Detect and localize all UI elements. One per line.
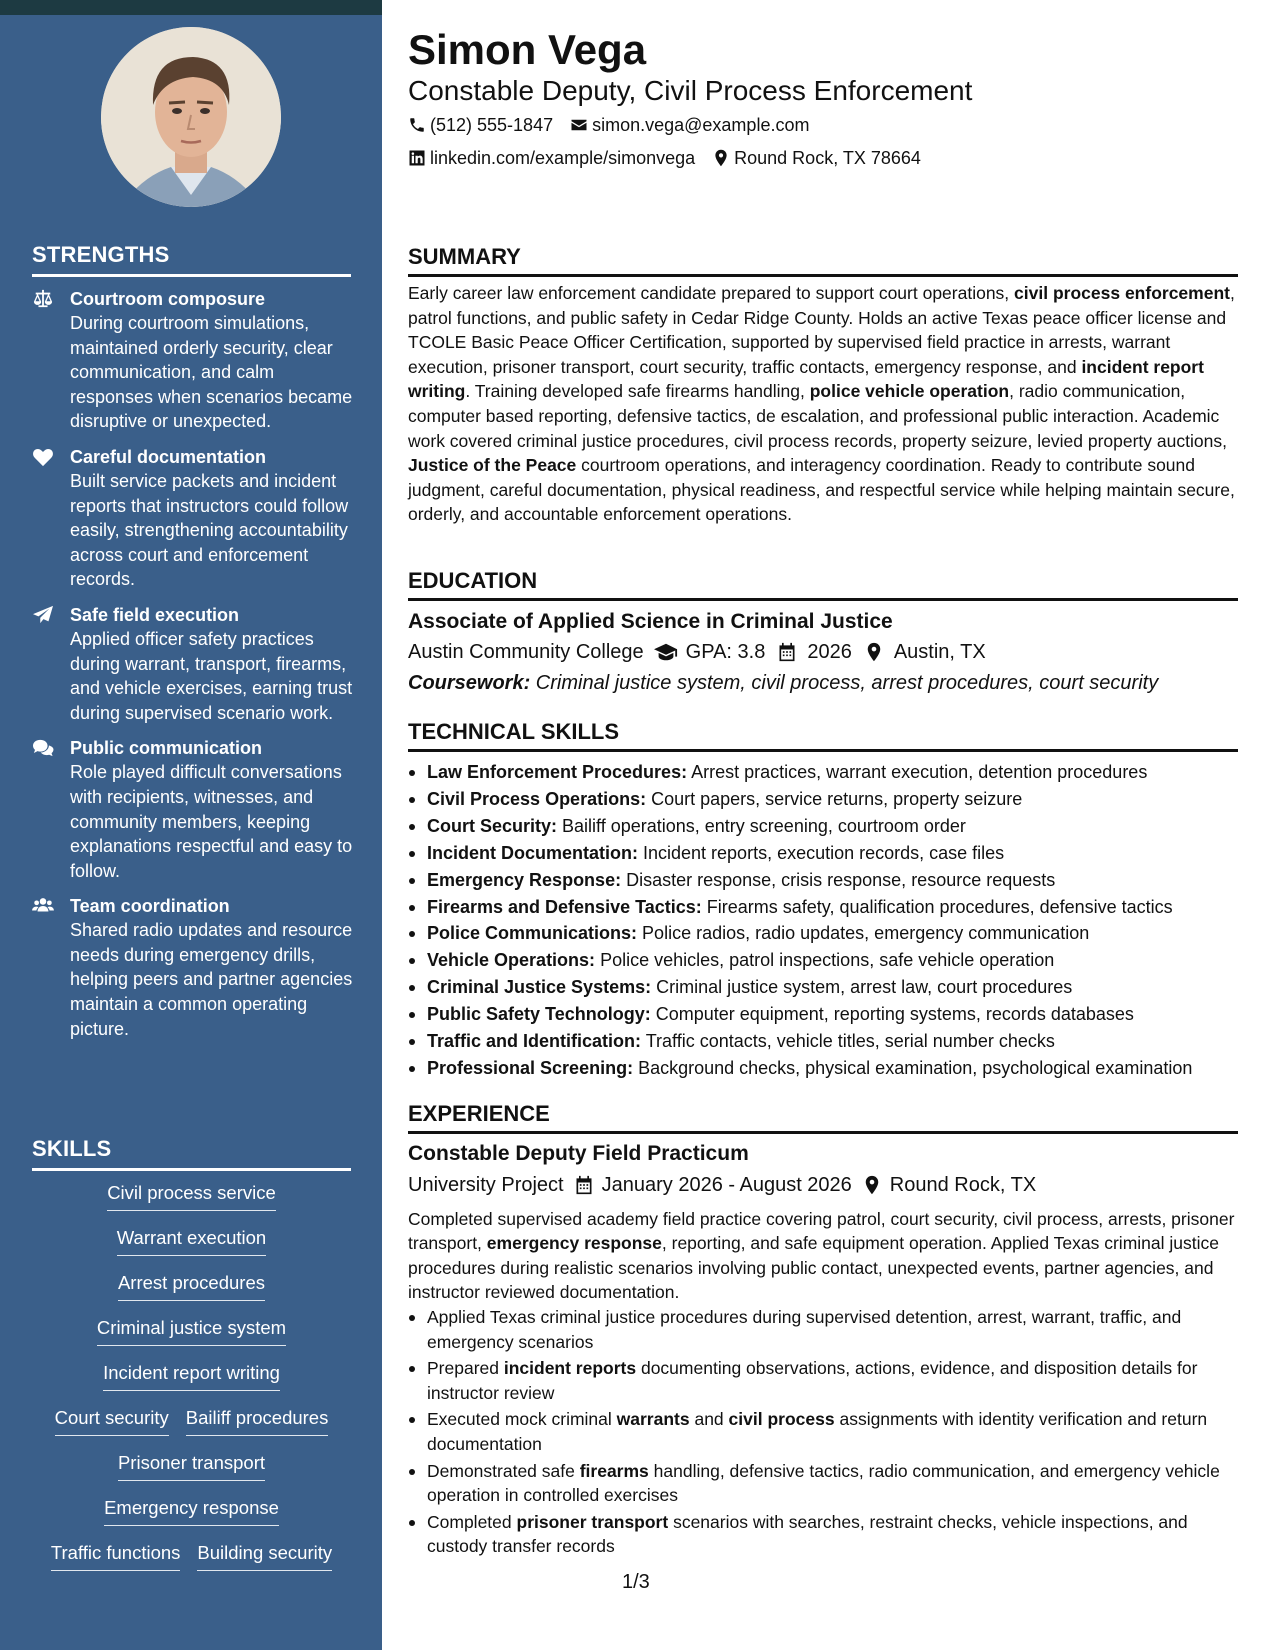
scale-icon xyxy=(32,287,70,434)
gpa: GPA: 3.8 xyxy=(685,641,766,663)
job-dates: January 2026 - August 2026 xyxy=(601,1174,852,1196)
strength-item xyxy=(32,894,357,1041)
list-item: Incident Documentation: Incident reports, execution records, case files xyxy=(408,840,1238,867)
skill-chip: Building security xyxy=(197,1540,332,1571)
location-contact xyxy=(712,146,921,170)
contact-row xyxy=(408,146,921,170)
profile-photo xyxy=(101,27,281,207)
degree-title: Associate of Applied Science in Criminal Justice xyxy=(408,610,893,633)
strength-title: Courtroom composure xyxy=(70,289,266,309)
skill-chip: Warrant execution xyxy=(117,1225,266,1256)
page-number: 1/3 xyxy=(622,1571,650,1593)
map-pin-icon xyxy=(862,642,886,662)
skill-chip: Court security xyxy=(55,1405,169,1436)
contact-row xyxy=(408,113,809,137)
strength-item xyxy=(32,287,357,434)
strength-description: Built service packets and incident reports that instructors could follow easily, strengthening accountability across court and enforcement records. xyxy=(70,470,349,590)
skill-chip: Bailiff procedures xyxy=(186,1405,329,1436)
list-item: Civil Process Operations: Court papers, service returns, property seizure xyxy=(408,786,1238,813)
list-item: Public Safety Technology: Computer equipment, reporting systems, records databases xyxy=(408,1001,1238,1028)
list-item: Firearms and Defensive Tactics: Firearms safety, qualification procedures, defensive tactics xyxy=(408,894,1238,921)
strength-title: Public communication xyxy=(70,738,263,759)
strength-title: Careful documentation xyxy=(70,446,267,467)
skill-chip: Emergency response xyxy=(104,1495,279,1526)
list-item: Demonstrated safe firearms handling, defensive tactics, radio communication, and emergency vehicle operation in controlled exercises xyxy=(408,1459,1238,1508)
list-item: Emergency Response: Disaster response, crisis response, resource requests xyxy=(408,867,1238,894)
school-location: Austin, TX xyxy=(893,641,986,663)
linkedin-icon xyxy=(408,149,426,167)
list-item: Court Security: Bailiff operations, entry screening, courtroom order xyxy=(408,813,1238,840)
envelope-icon xyxy=(570,116,588,134)
list-item: Professional Screening: Background checks, physical examination, psychological examination xyxy=(408,1055,1238,1082)
skill-chip: Civil process service xyxy=(107,1180,276,1211)
phone-icon xyxy=(408,116,426,134)
coursework: Coursework: Criminal justice system, civil process, arrest procedures, court security xyxy=(408,672,1159,694)
strengths-heading: STRENGTHS xyxy=(32,242,351,277)
skill-chip: Incident report writing xyxy=(103,1360,280,1391)
phone-contact xyxy=(408,113,553,137)
list-item: Police Communications: Police radios, radio updates, emergency communication xyxy=(408,920,1238,947)
education-heading: EDUCATION xyxy=(408,567,1238,601)
list-item: Law Enforcement Procedures: Arrest practices, warrant execution, detention procedures xyxy=(408,759,1238,786)
list-item: Criminal Justice Systems: Criminal justice system, arrest law, court procedures xyxy=(408,974,1238,1001)
job-title: Constable Deputy Field Practicum xyxy=(408,1142,749,1165)
summary-paragraph: Early career law enforcement candidate prepared to support court operations, civil process enforcement, patrol functions, and public safety in Cedar Ridge County. Holds an active Texas peace officer license and TCOLE Basic Peace Officer Certification, supported by supervised field practice in arrests, warrant execution, prisoner transport, court security, traffic contacts, emergency response, and incident report writing. Training developed safe firearms handling, police vehicle operation, radio communication, computer based reporting, defensive tactics, de escalation, and professional public interaction. Academic work covered criminal justice procedures, civil process records, property seizure, levied property auctions, Justice of the Peace courtroom operations, and interagency coordination. Ready to contribute sound judgment, careful documentation, physical readiness, and respectful service while helping maintain secure, orderly, and accountable enforcement operations. xyxy=(408,283,1235,525)
experience-heading: EXPERIENCE xyxy=(408,1100,1238,1134)
organization: University Project xyxy=(408,1174,564,1196)
skill-chip: Criminal justice system xyxy=(97,1315,286,1346)
experience-bullet-list xyxy=(408,1305,1238,1561)
sidebar xyxy=(0,0,382,1650)
strength-item xyxy=(32,445,357,592)
calendar-icon xyxy=(574,1175,594,1195)
linkedin-text[interactable]: linkedin.com/example/simonvega xyxy=(430,148,696,168)
strength-item xyxy=(32,736,357,883)
technical-skills-heading: TECHNICAL SKILLS xyxy=(408,718,1238,752)
strength-description: Shared radio updates and resource needs during emergency drills, helping peers and partner agencies maintain a common operating picture. xyxy=(70,920,353,1039)
email-contact[interactable] xyxy=(570,113,809,137)
skill-chip-list xyxy=(32,1180,351,1585)
users-icon xyxy=(32,894,70,1041)
school-name: Austin Community College xyxy=(408,641,644,663)
strength-title: Safe field execution xyxy=(70,604,240,625)
graduation-cap-icon xyxy=(654,642,678,662)
candidate-name: Simon Vega xyxy=(408,26,647,73)
paper-plane-icon xyxy=(32,603,70,725)
job-location: Round Rock, TX xyxy=(889,1174,1037,1196)
skill-chip: Prisoner transport xyxy=(118,1450,265,1481)
graduation-year: 2026 xyxy=(807,641,852,663)
summary-heading: SUMMARY xyxy=(408,243,1238,277)
map-pin-icon xyxy=(862,1175,882,1195)
skill-chip: Arrest procedures xyxy=(118,1270,265,1301)
experience-meta xyxy=(408,1171,1036,1199)
linkedin-contact[interactable] xyxy=(408,146,695,170)
strength-item xyxy=(32,603,357,725)
technical-skills-list xyxy=(408,759,1238,1082)
list-item: Vehicle Operations: Police vehicles, patrol inspections, safe vehicle operation xyxy=(408,947,1238,974)
strength-description: During courtroom simulations, maintained orderly security, clear communication, and calm responses when scenarios became disruptive or unexpected. xyxy=(70,313,353,432)
strength-title: Team coordination xyxy=(70,896,230,917)
email-text[interactable]: simon.vega@example.com xyxy=(592,115,810,135)
strength-description: Applied officer safety practices during warrant, transport, firearms, and vehicle exercises, earning trust during supervised scenario work. xyxy=(70,628,353,723)
list-item: Traffic and Identification: Traffic contacts, vehicle titles, serial number checks xyxy=(408,1028,1238,1055)
map-pin-icon xyxy=(712,149,730,167)
strength-list xyxy=(32,287,357,1052)
heart-icon xyxy=(32,445,70,592)
education-meta xyxy=(408,638,986,666)
phone-text: (512) 555-1847 xyxy=(430,115,554,135)
sidebar-top-band xyxy=(0,0,382,15)
list-item: Prepared incident reports documenting observations, actions, evidence, and disposition details for instructor review xyxy=(408,1356,1238,1405)
list-item: Applied Texas criminal justice procedures during supervised detention, arrest, warrant, traffic, and emergency scenarios xyxy=(408,1305,1238,1354)
skill-chip: Traffic functions xyxy=(51,1540,181,1571)
calendar-icon xyxy=(775,642,799,662)
experience-summary: Completed supervised academy field practice covering patrol, court security, civil process, arrests, prisoner transport, emergency response, reporting, and safe equipment operation. Applied Texas criminal justice procedures during realistic scenarios involving public contact, unexpected events, partner agencies, and instructor reviewed documentation. xyxy=(408,1209,1235,1303)
list-item: Executed mock criminal warrants and civil process assignments with identity verification and return documentation xyxy=(408,1407,1238,1456)
strength-description: Role played difficult conversations with recipients, witnesses, and community members, keeping explanations respectful and easy to follow. xyxy=(70,762,353,881)
location-text: Round Rock, TX 78664 xyxy=(734,148,921,168)
skills-heading: SKILLS xyxy=(32,1136,351,1171)
candidate-title: Constable Deputy, Civil Process Enforcement xyxy=(408,75,973,106)
list-item: Completed prisoner transport scenarios with searches, restraint checks, vehicle inspections, and custody transfer records xyxy=(408,1510,1238,1559)
comments-icon xyxy=(32,736,70,883)
